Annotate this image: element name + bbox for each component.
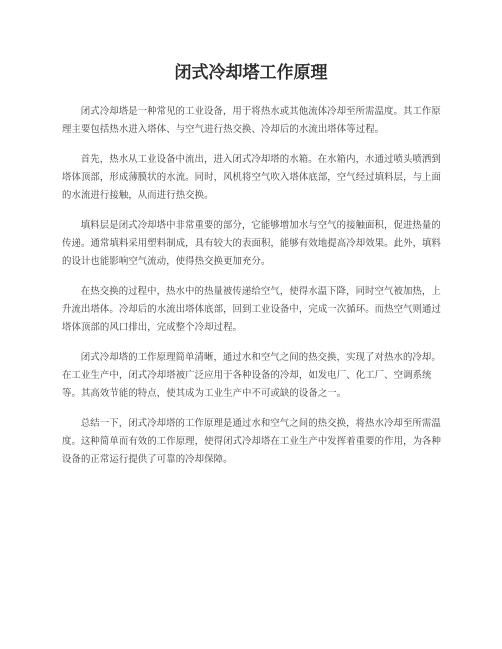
paragraph-application: 闭式冷却塔的工作原理简单清晰，通过水和空气之间的热交换，实现了对热水的冷却。在工业生产中，闭式冷却塔被广泛应用于各种设备的冷却，如发电厂、化工厂、空调系统等。其高效节能的特点，使其成为工业生产中不可或缺的设备之一。 [62,352,441,399]
paragraph-heat-exchange: 在热交换的过程中，热水中的热量被传递给空气，使得水温下降，同时空气被加热，上升流出塔体。冷却后的水流出塔体底部，回到工业设备中，完成一次循环。而热空气则通过塔体顶部的风口排出，完成整个冷却过程。 [62,286,442,333]
paragraph-intro: 闭式冷却塔是一种常见的工业设备，用于将热水或其他流体冷却至所需温度。其工作原理主要包括热水进入塔体、与空气进行热交换、冷却后的水流出塔体等过程。 [62,106,441,135]
document-body [62,103,445,481]
document-title: 闭式冷却塔工作原理 [174,63,328,83]
paragraph-summary: 总结一下，闭式冷却塔的工作原理是通过水和空气之间的热交换，将热水冷却至所需温度。这种简单而有效的工作原理，使得闭式冷却塔在工业生产中发挥着重要的作用，为各种设备的正常运行提供了可靠的冷却保障。 [62,418,442,465]
paragraph-process: 首先，热水从工业设备中流出，进入闭式冷却塔的水箱。在水箱内，水通过喷头喷洒到塔体顶部，形成薄膜状的水流。同时，风机将空气吹入塔体底部，空气经过填料层，与上面的水流进行接触，从而进行热交换。 [62,154,442,201]
paragraph-fill-layer: 填料层是闭式冷却塔中非常重要的部分，它能够增加水与空气的接触面积，促进热量的传递。通常填料采用塑料制成，具有较大的表面积，能够有效地提高冷却效果。此外，填料的设计也能影响空气流动，使得热交换更加充分。 [62,220,442,267]
